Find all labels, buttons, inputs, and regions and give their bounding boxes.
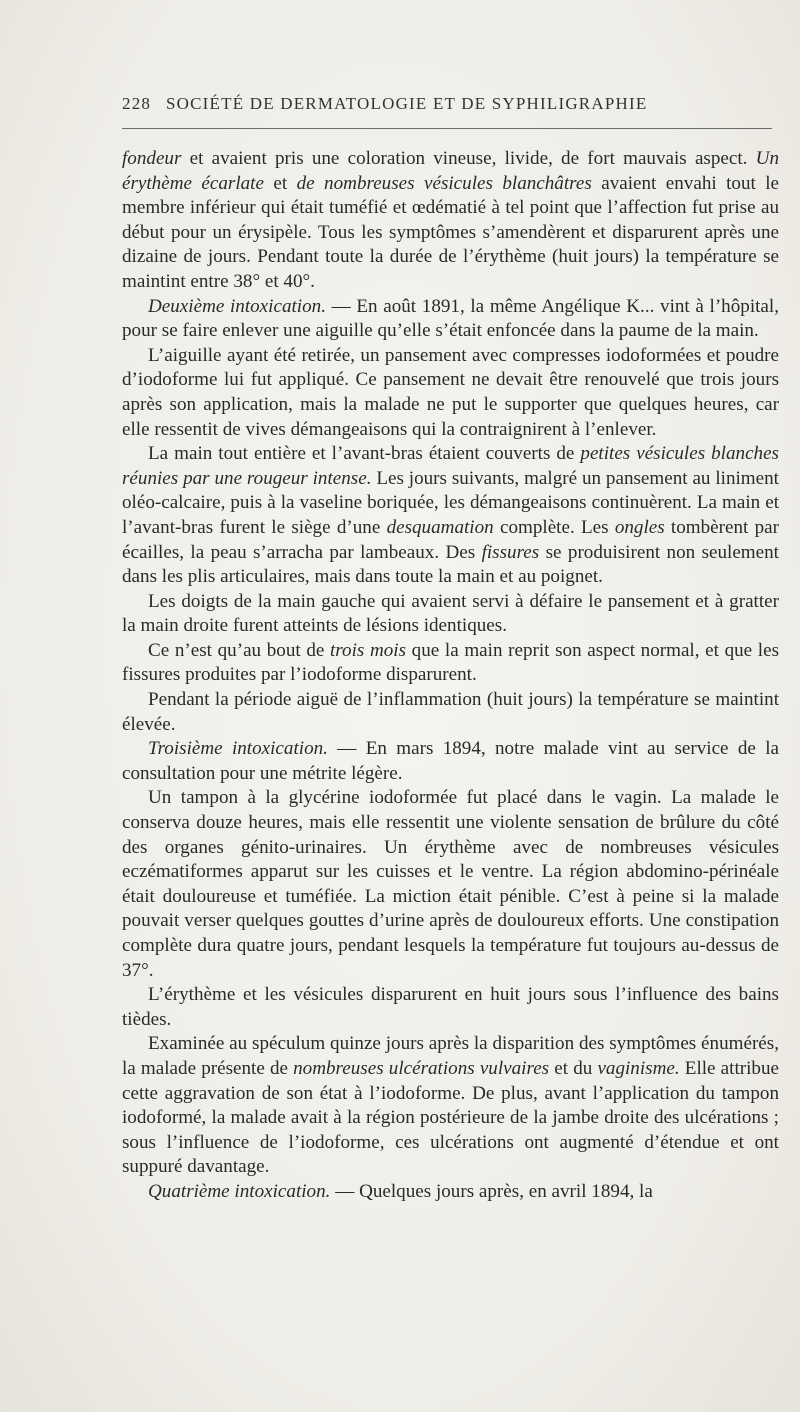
text-run: et du	[549, 1057, 598, 1079]
italic-text-run: ongles	[614, 516, 665, 538]
italic-text-run: trois mois	[330, 639, 407, 661]
paragraph	[122, 639, 779, 688]
text-run: avaient envahi tout le membre inférieur qui était tuméfié et œdématié à tel point que l’affection fut prise au début pour un érysipèle. Tous les symptômes s’amendèrent et disparurent après une dizaine de jours. Pendant toute la durée de l’érythème (huit jours) la température se maintint entre 38° et 40°.	[122, 172, 780, 292]
italic-text-run: desquamation	[386, 516, 494, 538]
paragraph	[122, 737, 779, 786]
text-run: et avaient pris une coloration vineuse, livide, de fort mauvais aspect.	[181, 148, 756, 169]
text-run: — En août 1891, la même Angélique K... vint à l’hôpital, pour se faire enlever une aiguille qu’elle s’était enfoncée dans la paume de la main.	[122, 295, 779, 342]
text-run: Elle attribue cette aggravation de son état à l’iodoforme. De plus, avant l’application du tampon iodoformé, la malade avait à la région postérieure de la jambe droite des ulcérations ; sous l’influence de l’iodoforme, ces ulcérations ont augmenté d’étendue et ont suppuré davantage.	[122, 1057, 779, 1178]
paragraph	[122, 786, 779, 983]
page-number: 228	[122, 94, 152, 113]
italic-text-run: Deuxième intoxication.	[148, 295, 326, 317]
paragraph	[122, 344, 779, 442]
paragraph	[122, 688, 779, 737]
paragraph	[122, 983, 779, 1032]
header-rule	[122, 128, 772, 129]
body-text	[122, 147, 779, 1205]
paragraph	[122, 1032, 779, 1180]
text-run: — En mars 1894, notre malade vint au service de la consultation pour une métrite légère.	[122, 738, 779, 784]
text-run: que la main reprit son aspect normal, et que les fissures produites par l’iodoforme disparurent.	[122, 639, 779, 686]
italic-text-run: fissures	[481, 541, 540, 563]
page-header	[122, 94, 778, 120]
text-run: — Quelques jours après, en avril 1894, la	[330, 1180, 653, 1202]
text-run: et	[263, 172, 297, 194]
italic-text-run: vaginisme.	[597, 1057, 680, 1079]
text-run: La main tout entière et l’avant-bras étaient couverts de	[148, 443, 581, 465]
italic-text-run: nombreuses ulcérations vulvaires	[293, 1057, 550, 1079]
running-title: SOCIÉTÉ DE DERMATOLOGIE ET DE SYPHILIGRAPHIE	[166, 94, 648, 113]
italic-text-run: de nombreuses vésicules blanchâtres	[296, 172, 592, 194]
italic-text-run: fondeur	[122, 148, 182, 169]
italic-text-run: Troisième intoxication.	[148, 738, 328, 760]
text-run: Un tampon à la glycérine iodoformée fut placé dans le vagin. La malade le conserva douze heures, mais elle ressentit une violente sensation de brûlure du côté des organes génito-urinaires. Un érythème avec de nombreuses vésicules eczématiformes apparut sur les cuisses et le ventre. La région abdomino-périnéale était douloureuse et tuméfiée. La miction était pénible. C’est à peine si la malade pouvait verser quelques gouttes d’urine après de douloureux efforts. Une constipation complète dura quatre jours, pendant lesquels la température fut toujours au-dessus de 37°.	[122, 787, 779, 981]
italic-text-run: Un érythème écarlate	[122, 148, 779, 194]
text-run: L’aiguille ayant été retirée, un pansement avec compresses iodoformées et poudre d’iodoforme lui fut appliqué. Ce pansement ne devait être renouvelé que trois jours après son application, mais la malade ne put le supporter que quelques heures, car elle ressentit de vives démangeaisons qui la contraignirent à l’enlever.	[122, 344, 779, 440]
paragraph	[122, 147, 779, 295]
text-run: Ce n’est qu’au bout de	[148, 639, 330, 661]
text-run: Les jours suivants, malgré un pansement au liniment oléo-calcaire, puis à la vaseline boriquée, les démangeaisons continuèrent. La main et l’avant-bras furent le siège d’une	[122, 467, 779, 538]
text-run: Examinée au spéculum quinze jours après la disparition des symptômes énumérés, la malade présente de	[122, 1033, 779, 1079]
text-run: complète. Les	[493, 516, 615, 538]
paragraph	[122, 1180, 779, 1205]
text-run: se produisirent non seulement dans les plis articulaires, mais dans toute la main et au poignet.	[122, 541, 779, 588]
paragraph	[122, 590, 779, 639]
text-run: Pendant la période aiguë de l’inflammation (huit jours) la température se maintint élevée.	[122, 689, 779, 735]
italic-text-run: petites vésicules blanches réunies par une rougeur intense.	[122, 443, 779, 489]
paragraph	[122, 295, 779, 344]
text-run: Les doigts de la main gauche qui avaient servi à défaire le pansement et à gratter la main droite furent atteints de lésions identiques.	[122, 590, 779, 637]
italic-text-run: Quatrième intoxication.	[148, 1180, 331, 1202]
paragraph	[122, 442, 779, 590]
text-run: tombèrent par écailles, la peau s’arracha par lambeaux. Des	[122, 516, 779, 563]
text-run: L’érythème et les vésicules disparurent en huit jours sous l’influence des bains tièdes.	[122, 984, 779, 1030]
